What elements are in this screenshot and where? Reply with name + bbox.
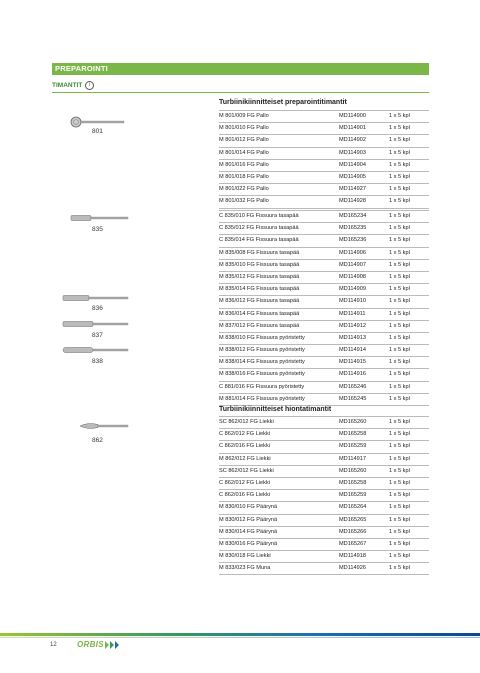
product-code: MD165235 (339, 225, 367, 232)
product-table-1 (219, 110, 429, 209)
orbis-logo (77, 640, 119, 649)
package-quantity: 1 x 5 kpl (389, 113, 410, 119)
product-name: M 862/012 FG Liekki (219, 455, 271, 462)
product-code: MD114918 (339, 553, 366, 560)
product-code: MD114926 (339, 565, 366, 572)
table-row (219, 210, 429, 223)
package-quantity: 1 x 5 kpl (389, 322, 410, 329)
product-name: C 881/016 FG Fissuura pyöristetty (219, 383, 305, 390)
table-row (219, 135, 429, 147)
product-code: MD114917 (339, 455, 366, 462)
product-name: M 837/012 FG Fissuura tasapää (219, 322, 300, 329)
subheader-label: TIMANTIT (52, 81, 83, 89)
package-quantity: 1 x 5 kpl (389, 553, 410, 560)
product-name: M 830/014 FG Päärynä (219, 528, 278, 535)
product-name: M 838/014 FG Fissuura pyöristetty (219, 359, 305, 366)
chevron-icon (110, 641, 114, 649)
table-row (219, 309, 429, 321)
package-quantity: 1 x 5 kpl (389, 516, 410, 523)
table-row (219, 196, 429, 208)
table-row (219, 357, 429, 369)
table3-title: Turbiinikiinnitteiset hiontatimantit (219, 406, 332, 413)
product-name: C 835/010 FG Fissuura tasapää (219, 213, 299, 219)
package-quantity: 1 x 5 kpl (389, 479, 410, 486)
package-quantity: 1 x 5 kpl (389, 125, 410, 132)
table-row (219, 502, 429, 514)
package-quantity: 1 x 5 kpl (389, 225, 410, 232)
product-name: M 835/014 FG Fissuura tasapää (219, 286, 300, 293)
product-code: MD165258 (339, 479, 367, 486)
product-name: M 838/012 FG Fissuura pyöristetty (219, 347, 305, 354)
product-code: MD114928 (339, 198, 366, 205)
product-name: C 862/012 FG Liekki (219, 479, 270, 486)
product-name: M 801/014 FG Pallo (219, 149, 269, 156)
table1-title: Turbiinikiinnitteiset preparointitimantit (219, 99, 347, 106)
tool-label-801: 801 (92, 128, 103, 135)
package-quantity: 1 x 5 kpl (389, 137, 410, 144)
product-name: M 801/018 FG Pallo (219, 173, 269, 180)
package-quantity: 1 x 5 kpl (389, 347, 410, 354)
product-name: SC 862/012 FG Liekki (219, 467, 274, 474)
product-code: MD165236 (339, 237, 367, 244)
product-code: MD165259 (339, 492, 367, 499)
product-name: C 835/012 FG Fissuura tasapää (219, 225, 299, 232)
footer-divider (0, 633, 480, 636)
product-name: M 801/012 FG Pallo (219, 137, 269, 144)
package-quantity: 1 x 5 kpl (389, 273, 410, 280)
chevron-icon (115, 641, 119, 649)
package-quantity: 1 x 5 kpl (389, 528, 410, 535)
product-code: MD165260 (339, 467, 367, 474)
product-name: M 830/016 FG Päärynä (219, 540, 278, 547)
bur-837-image (62, 320, 130, 328)
bur-836-image (62, 294, 130, 302)
package-quantity: 1 x 5 kpl (389, 419, 410, 425)
info-circle-icon: i (85, 81, 94, 90)
logo-text: ORBIS (77, 640, 104, 649)
package-quantity: 1 x 5 kpl (389, 213, 410, 219)
product-name: M 835/008 FG Fissuura tasapää (219, 249, 300, 256)
product-code: MD114914 (339, 347, 366, 354)
product-code: MD114906 (339, 249, 366, 256)
package-quantity: 1 x 5 kpl (389, 467, 410, 474)
package-quantity: 1 x 5 kpl (389, 565, 410, 572)
package-quantity: 1 x 5 kpl (389, 237, 410, 244)
table-row (219, 333, 429, 345)
chevron-icon (105, 641, 109, 649)
product-name: C 862/016 FG Liekki (219, 492, 270, 499)
tool-label-835: 835 (92, 226, 103, 233)
table-row (219, 382, 429, 394)
product-name: C 862/012 FG Liekki (219, 431, 270, 438)
product-code: MD165234 (339, 213, 367, 219)
package-quantity: 1 x 5 kpl (389, 371, 410, 378)
product-code: MD114903 (339, 149, 366, 156)
table-row (219, 184, 429, 196)
table-row (219, 248, 429, 260)
package-quantity: 1 x 5 kpl (389, 540, 410, 547)
table-row (219, 369, 429, 381)
table-row (219, 123, 429, 135)
product-code: MD114905 (339, 173, 366, 180)
product-code: MD165267 (339, 540, 367, 547)
package-quantity: 1 x 5 kpl (389, 161, 410, 168)
product-name: M 881/014 FG Fissuura pyöristetty (219, 395, 305, 402)
package-quantity: 1 x 5 kpl (389, 310, 410, 317)
table-row (219, 284, 429, 296)
package-quantity: 1 x 5 kpl (389, 249, 410, 256)
product-code: MD114913 (339, 334, 366, 341)
product-code: MD165265 (339, 516, 367, 523)
package-quantity: 1 x 5 kpl (389, 198, 410, 205)
tool-label-836: 836 (92, 305, 103, 312)
product-name: M 830/012 FG Päärynä (219, 516, 278, 523)
table-row (219, 490, 429, 502)
table-row (219, 172, 429, 184)
product-code: MD165245 (339, 395, 367, 402)
product-name: M 838/016 FG Fissuura pyöristetty (219, 371, 305, 378)
product-name: C 835/014 FG Fissuura tasapää (219, 237, 299, 244)
package-quantity: 1 x 5 kpl (389, 261, 410, 268)
product-name: M 838/010 FG Fissuura pyöristetty (219, 334, 305, 341)
table-row (219, 110, 429, 123)
package-quantity: 1 x 5 kpl (389, 149, 410, 156)
table-row (219, 260, 429, 272)
product-name: M 801/009 FG Pallo (219, 113, 269, 119)
bur-862-image (78, 420, 130, 432)
product-code: MD165246 (339, 383, 367, 390)
table-row (219, 148, 429, 160)
section-header-bar (52, 63, 429, 75)
package-quantity: 1 x 5 kpl (389, 492, 410, 499)
product-name: M 801/016 FG Pallo (219, 161, 269, 168)
table-row (219, 345, 429, 357)
product-name: M 801/022 FG Pallo (219, 186, 269, 193)
product-code: MD114911 (339, 310, 366, 317)
product-name: M 830/010 FG Päärynä (219, 504, 278, 511)
product-code: MD165260 (339, 419, 367, 425)
table-row (219, 478, 429, 490)
tool-label-862: 862 (92, 437, 103, 444)
product-name: M 836/014 FG Fissuura tasapää (219, 310, 300, 317)
table-row (219, 563, 429, 575)
package-quantity: 1 x 5 kpl (389, 455, 410, 462)
product-code: MD114915 (339, 359, 366, 366)
product-code: MD114912 (339, 322, 366, 329)
subheader (52, 79, 94, 91)
package-quantity: 1 x 5 kpl (389, 173, 410, 180)
product-code: MD114907 (339, 261, 366, 268)
table-row (219, 272, 429, 284)
product-code: MD165259 (339, 443, 367, 450)
table-row (219, 235, 429, 247)
table-row (219, 466, 429, 478)
table-row (219, 160, 429, 172)
product-table-2 (219, 210, 429, 406)
package-quantity: 1 x 5 kpl (389, 298, 410, 305)
table-row (219, 539, 429, 551)
package-quantity: 1 x 5 kpl (389, 443, 410, 450)
table-row (219, 515, 429, 527)
product-name: SC 862/012 FG Liekki (219, 419, 274, 425)
package-quantity: 1 x 5 kpl (389, 334, 410, 341)
table-row (219, 394, 429, 406)
bur-838-image (62, 346, 130, 354)
package-quantity: 1 x 5 kpl (389, 186, 410, 193)
table-row (219, 551, 429, 563)
package-quantity: 1 x 5 kpl (389, 395, 410, 402)
product-table-3 (219, 416, 429, 575)
bur-835-image (70, 214, 130, 222)
product-code: MD165264 (339, 504, 367, 511)
product-code: MD114902 (339, 137, 366, 144)
table-row (219, 416, 429, 429)
page-number: 12 (50, 642, 57, 648)
package-quantity: 1 x 5 kpl (389, 431, 410, 438)
table-row (219, 527, 429, 539)
product-name: M 835/010 FG Fissuura tasapää (219, 261, 300, 268)
table-row (219, 429, 429, 441)
product-name: M 836/012 FG Fissuura tasapää (219, 298, 300, 305)
footer-divider-thin (0, 637, 480, 638)
product-code: MD114916 (339, 371, 366, 378)
package-quantity: 1 x 5 kpl (389, 504, 410, 511)
product-code: MD114910 (339, 298, 366, 305)
table-row (219, 223, 429, 235)
product-code: MD165266 (339, 528, 367, 535)
bur-801-image (66, 116, 126, 128)
table-row (219, 441, 429, 453)
table-row (219, 296, 429, 308)
product-name: M 835/012 FG Fissuura tasapää (219, 273, 300, 280)
package-quantity: 1 x 5 kpl (389, 359, 410, 366)
subheader-divider (52, 92, 429, 93)
table-row (219, 454, 429, 466)
product-name: M 833/023 FG Muna (219, 565, 271, 572)
table-row (219, 321, 429, 333)
product-code: MD114904 (339, 161, 366, 168)
section-title: PREPAROINTI (55, 64, 108, 73)
product-name: M 830/018 FG Liekki (219, 553, 271, 560)
product-code: MD114909 (339, 286, 366, 293)
tool-label-837: 837 (92, 332, 103, 339)
product-code: MD114900 (339, 113, 366, 119)
product-name: M 801/032 FG Pallo (219, 198, 269, 205)
product-code: MD114927 (339, 186, 366, 193)
product-code: MD165258 (339, 431, 367, 438)
tool-label-838: 838 (92, 358, 103, 365)
product-name: M 801/010 FG Pallo (219, 125, 269, 132)
product-name: C 862/016 FG Liekki (219, 443, 270, 450)
package-quantity: 1 x 5 kpl (389, 383, 410, 390)
product-code: MD114901 (339, 125, 366, 132)
product-code: MD114908 (339, 273, 366, 280)
package-quantity: 1 x 5 kpl (389, 286, 410, 293)
